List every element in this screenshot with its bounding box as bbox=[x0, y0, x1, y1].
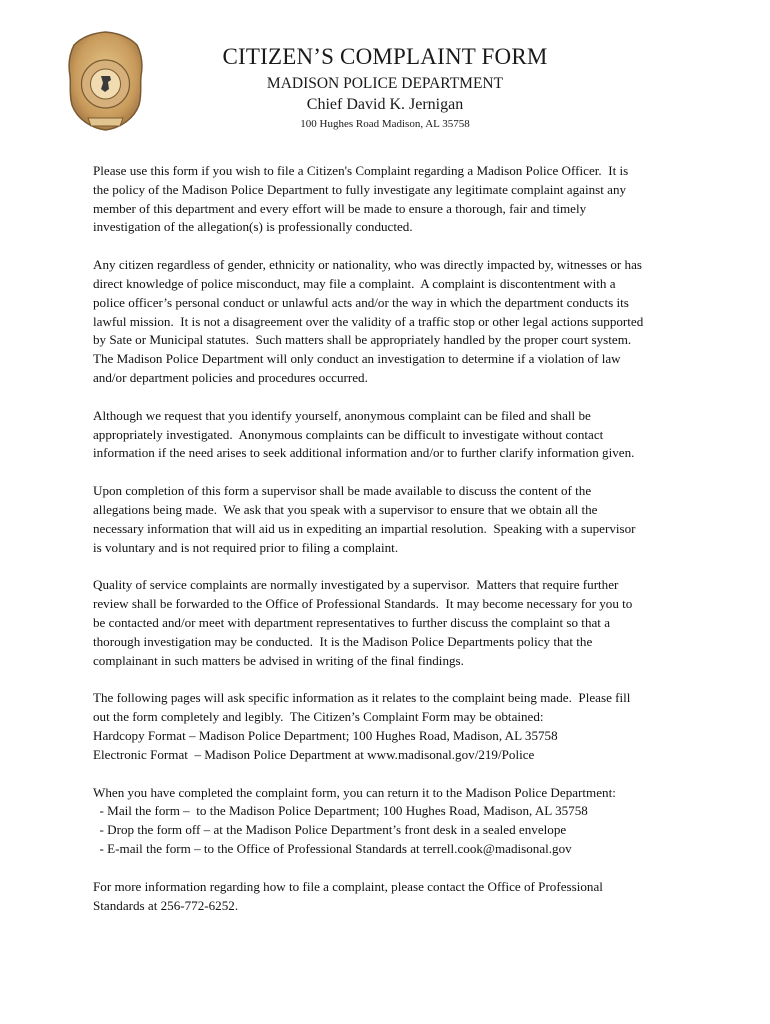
text-line: information if the need arises to seek additional information and/or to further clarify information given. bbox=[93, 445, 635, 461]
text-line: Any citizen regardless of gender, ethnicity or nationality, who was directly impacted by, witnesses or has bbox=[93, 257, 643, 273]
text-line: Upon completion of this form a supervisor shall be made available to discuss the content of the bbox=[93, 483, 592, 499]
text-line: - E-mail the form – to the Office of Professional Standards at terrell.cook@madisonal.gov bbox=[93, 840, 572, 856]
text-line: thorough investigation may be conducted. It is the Madison Police Departments policy that the bbox=[93, 633, 593, 649]
text-line: review shall be forwarded to the Office of Professional Standards. It may become necessary for you to bbox=[93, 596, 633, 612]
department-address: 100 Hughes Road Madison, AL 35758 bbox=[300, 118, 470, 130]
text-line: the policy of the Madison Police Department to fully investigate any legitimate complaint against any bbox=[93, 181, 627, 197]
paragraph-5 bbox=[93, 576, 703, 670]
document-body bbox=[93, 162, 703, 934]
text-line: be contacted and/or meet with department representatives to further discuss the complaint so that a bbox=[93, 614, 611, 630]
form-title: CITIZEN’S COMPLAINT FORM bbox=[222, 44, 548, 69]
text-line: member of this department and every effort will be made to ensure a thorough, fair and timely bbox=[93, 200, 587, 216]
paragraph-8 bbox=[93, 878, 703, 916]
text-line: The following pages will ask specific information as it relates to the complaint being made. Please fill bbox=[93, 690, 631, 706]
text-line: complainant in such matters be advised in writing of the final findings. bbox=[93, 652, 464, 668]
paragraph-2 bbox=[93, 256, 703, 388]
text-line: When you have completed the complaint form, you can return it to the Madison Police Department: bbox=[93, 784, 616, 800]
police-badge-logo bbox=[68, 30, 143, 132]
text-line: Please use this form if you wish to file a Citizen's Complaint regarding a Madison Police Officer. It is bbox=[93, 163, 629, 178]
paragraph-1 bbox=[93, 162, 703, 237]
text-line: necessary information that will aid us in expediting an impartial resolution. Speaking with a supervisor bbox=[93, 520, 636, 536]
text-line: Quality of service complaints are normally investigated by a supervisor. Matters that require further bbox=[93, 577, 619, 593]
paragraph-4 bbox=[93, 482, 703, 557]
text-line: appropriately investigated. Anonymous complaints can be difficult to investigate without contact bbox=[93, 426, 604, 442]
text-line: allegations being made. We ask that you speak with a supervisor to ensure that we obtain all the bbox=[93, 501, 598, 517]
text-line: and/or department policies and procedures occurred. bbox=[93, 369, 368, 385]
text-line: police officer’s personal conduct or unlawful acts and/or the way in which the department conducts its bbox=[93, 294, 629, 310]
text-line: Although we request that you identify yourself, anonymous complaint can be filed and shall be bbox=[93, 407, 591, 423]
text-line: - Mail the form – to the Madison Police Department; 100 Hughes Road, Madison, AL 35758 bbox=[93, 803, 588, 819]
text-line: The Madison Police Department will only conduct an investigation to determine if a violation of law bbox=[93, 351, 621, 367]
text-line: Standards at 256-772-6252. bbox=[93, 897, 239, 913]
text-line: by Sate or Municipal statutes. Such matters shall be appropriately handled by the proper court system. bbox=[93, 332, 632, 348]
text-line: Electronic Format – Madison Police Department at www.madisonal.gov/219/Police bbox=[93, 746, 535, 762]
text-line: For more information regarding how to file a complaint, please contact the Office of Professional bbox=[93, 878, 603, 894]
text-line: out the form completely and legibly. The Citizen’s Complaint Form may be obtained: bbox=[93, 709, 544, 725]
paragraph-7 bbox=[93, 784, 703, 859]
paragraph-3 bbox=[93, 407, 703, 463]
text-line: lawful mission. It is not a disagreement over the validity of a traffic stop or other legal actions supported bbox=[93, 313, 644, 329]
text-line: direct knowledge of police misconduct, may file a complaint. A complaint is discontentment with a bbox=[93, 275, 616, 291]
text-line: Hardcopy Format – Madison Police Department; 100 Hughes Road, Madison, AL 35758 bbox=[93, 727, 558, 743]
text-line: investigation of the allegation(s) is professionally conducted. bbox=[93, 219, 413, 235]
paragraph-6 bbox=[93, 689, 703, 764]
chief-name: Chief David K. Jernigan bbox=[306, 96, 464, 113]
text-line: - Drop the form off – at the Madison Police Department’s front desk in a sealed envelope bbox=[93, 822, 567, 838]
department-name: MADISON POLICE DEPARTMENT bbox=[266, 75, 504, 92]
text-line: is voluntary and is not required prior to filing a complaint. bbox=[93, 539, 399, 555]
